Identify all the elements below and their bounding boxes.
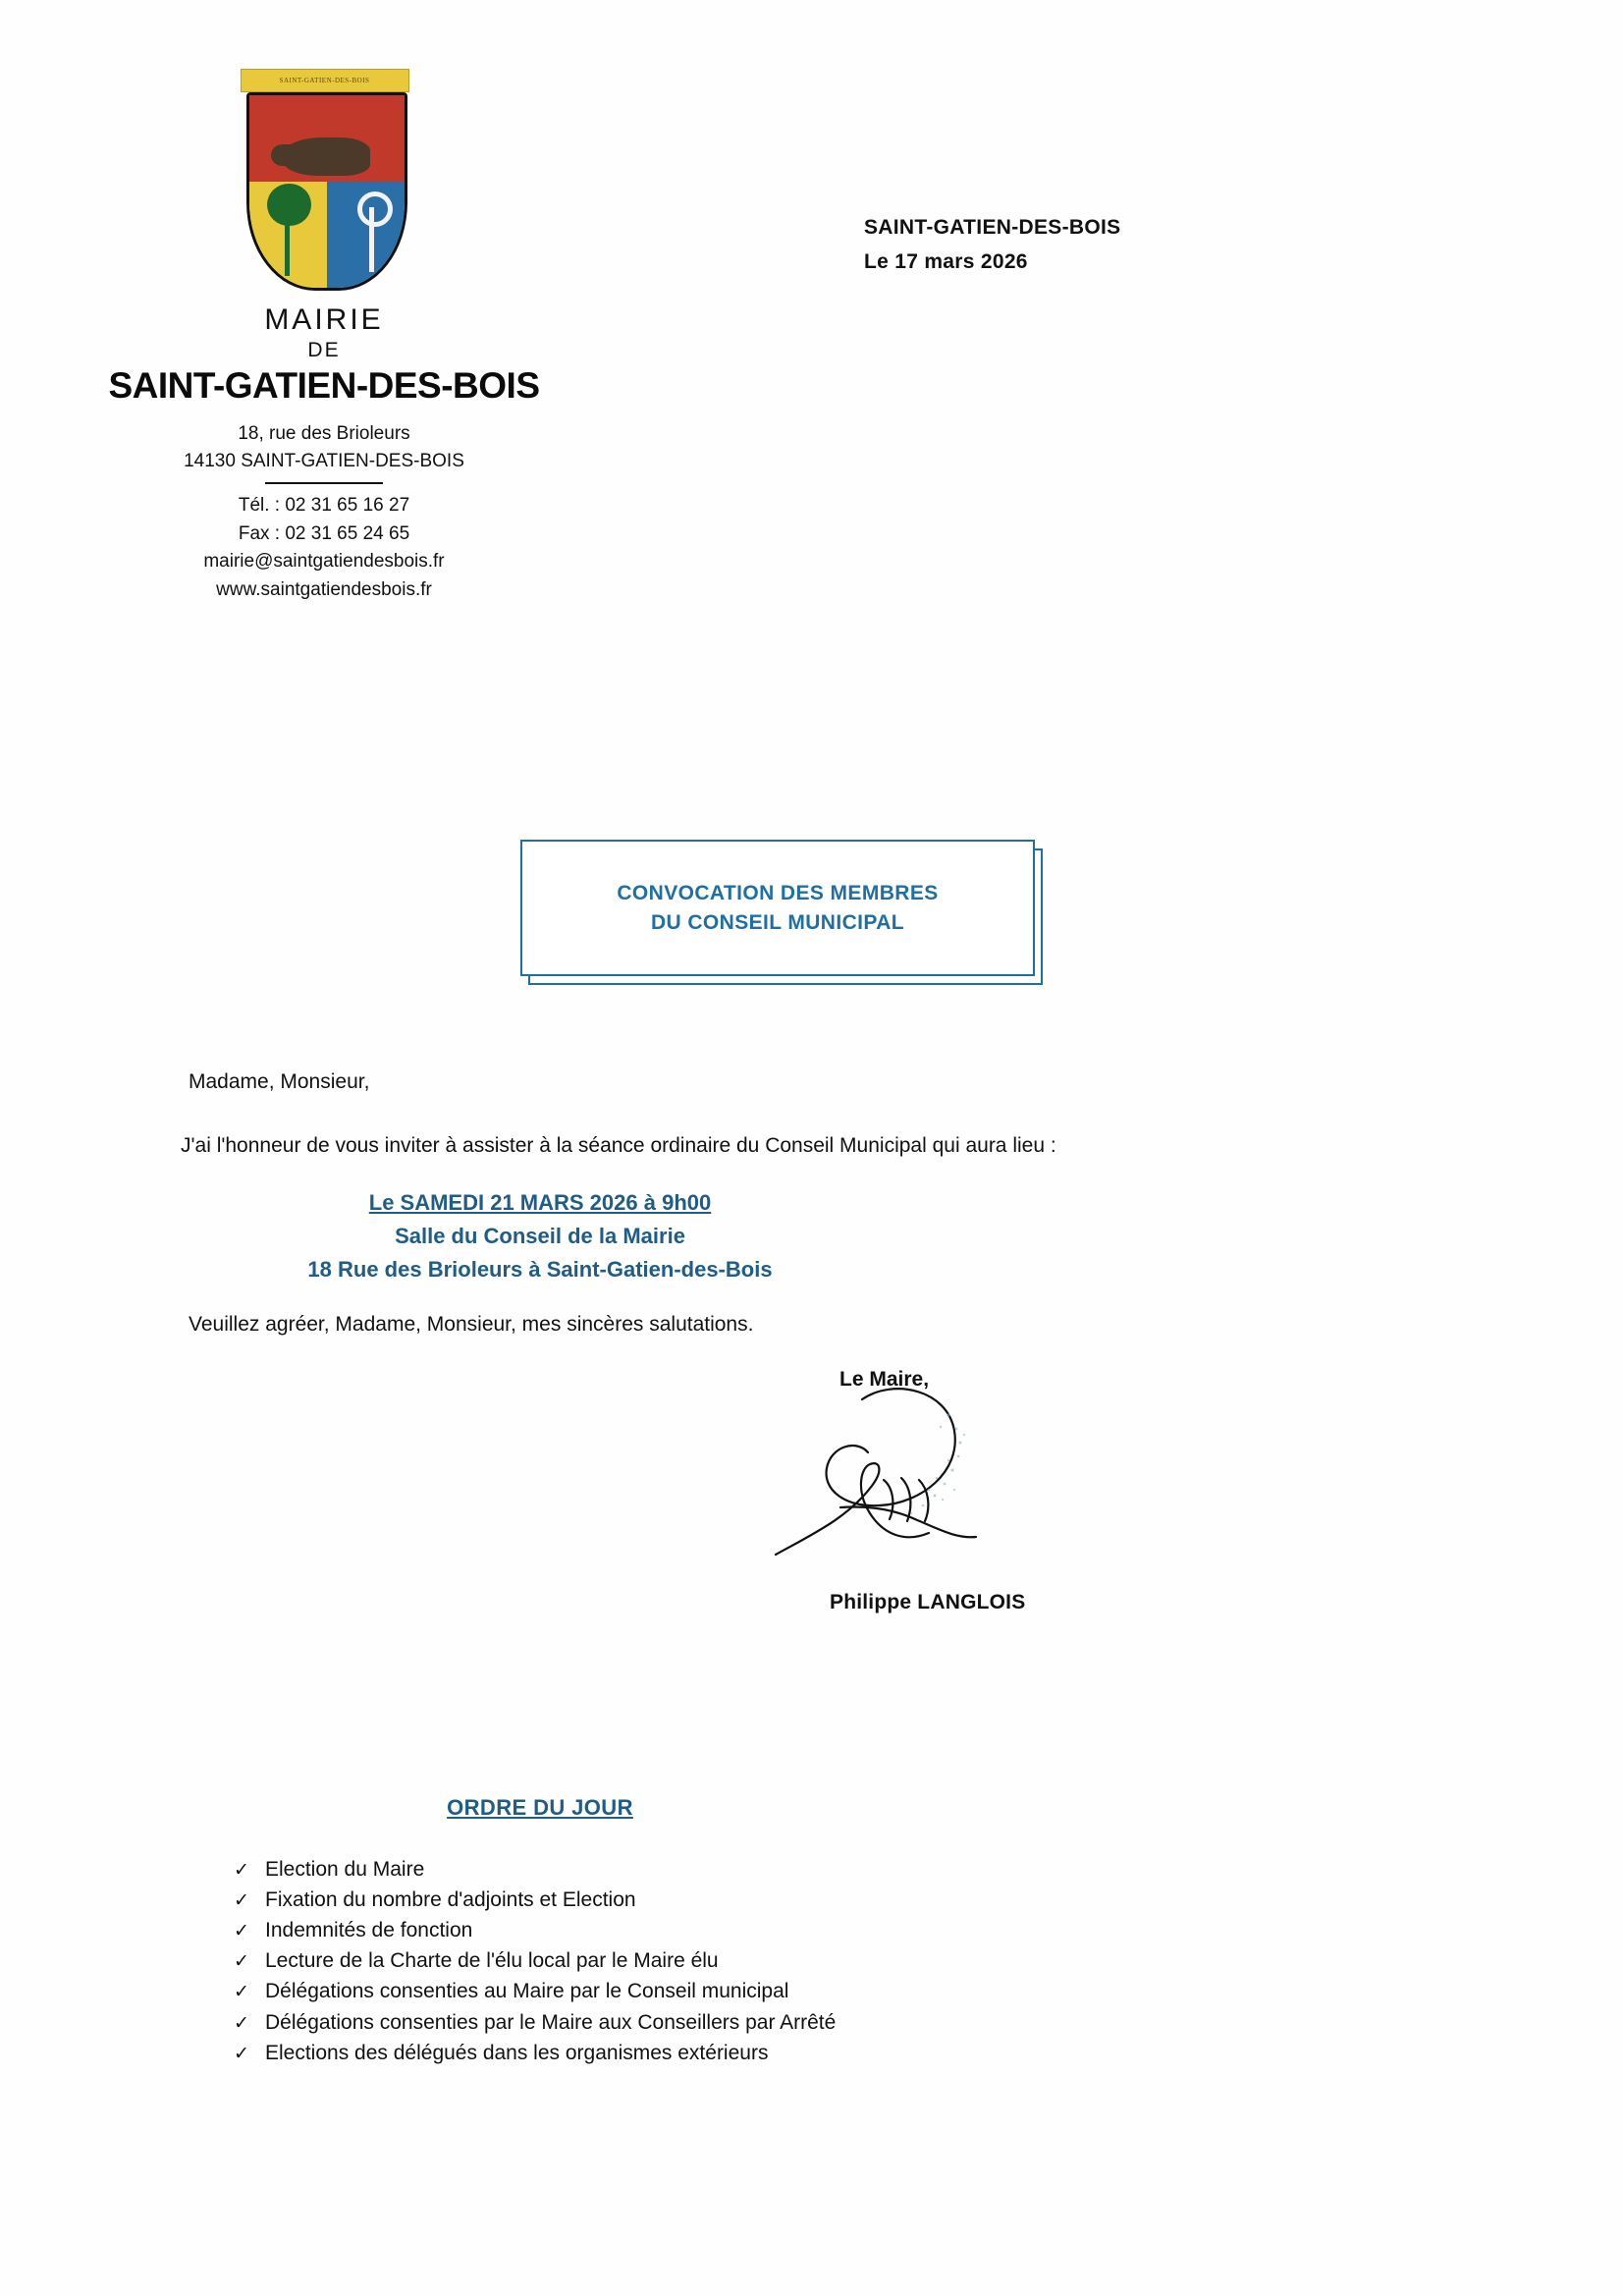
agenda-item-label: Indemnités de fonction	[265, 1919, 473, 1942]
agenda-item-label: Délégations consenties au Maire par le Conseil municipal	[265, 1980, 789, 2003]
shield-shape	[246, 92, 407, 291]
check-icon: ✓	[234, 1890, 249, 1912]
check-icon: ✓	[234, 1921, 249, 1942]
list-item	[234, 1885, 836, 1915]
coat-of-arms-icon	[239, 69, 410, 290]
meeting-datetime: Le SAMEDI 21 MARS 2026 à 9h00	[368, 1190, 712, 1215]
meeting-address: 18 Rue des Brioleurs à Saint-Gatien-des-Bois	[307, 1257, 773, 1283]
crosier-icon	[369, 207, 374, 273]
check-icon: ✓	[234, 1860, 249, 1881]
agenda-item-label: Election du Maire	[265, 1858, 425, 1881]
letterhead-divider	[265, 482, 383, 484]
tree-trunk-icon	[285, 211, 290, 277]
date-value: Le 17 mars 2026	[864, 249, 1028, 273]
convocation-box-inner	[520, 840, 1035, 976]
agenda-item-label: Elections des délégués dans les organismes extérieurs	[265, 2041, 769, 2064]
address-street: 18, rue des Brioleurs	[238, 423, 410, 444]
list-item	[234, 1945, 836, 1976]
phone-number: Tél. : 02 31 65 16 27	[238, 495, 410, 517]
convocation-line-2: DU CONSEIL MUNICIPAL	[650, 910, 905, 934]
agenda-list	[234, 1854, 836, 2068]
letterhead-mairie: MAIRIE	[264, 303, 384, 336]
check-icon: ✓	[234, 2012, 249, 2034]
signer-name: Philippe LANGLOIS	[830, 1591, 1026, 1613]
letterhead-commune: SAINT-GATIEN-DES-BOIS	[108, 365, 540, 406]
website-url: www.saintgatiendesbois.fr	[216, 578, 432, 600]
agenda-title: ORDRE DU JOUR	[447, 1795, 633, 1820]
list-item	[234, 1915, 836, 1945]
date-place: SAINT-GATIEN-DES-BOIS	[864, 216, 1121, 239]
letterhead-address	[69, 420, 579, 474]
convocation-box	[520, 840, 1031, 972]
signoff-text: Le Maire,	[839, 1368, 930, 1391]
agenda-item-label: Délégations consenties par le Maire aux Conseillers par Arrêté	[265, 2010, 837, 2034]
letterhead-contact	[69, 492, 579, 604]
salutation-text: Madame, Monsieur,	[189, 1070, 370, 1093]
check-icon: ✓	[234, 1982, 249, 2003]
list-item	[234, 2007, 836, 2038]
check-icon: ✓	[234, 2043, 249, 2064]
email-address: mairie@saintgatiendesbois.fr	[203, 551, 445, 573]
meeting-details	[0, 1186, 1080, 1286]
fax-number: Fax : 02 31 65 24 65	[238, 522, 410, 544]
address-city: 14130 SAINT-GATIEN-DES-BOIS	[184, 450, 464, 471]
letterhead	[69, 69, 579, 604]
signature-image	[746, 1370, 1060, 1596]
meeting-room: Salle du Conseil de la Mairie	[395, 1224, 685, 1249]
agenda-item-label: Fixation du nombre d'adjoints et Election	[265, 1888, 636, 1912]
boar-icon	[283, 137, 369, 176]
intro-paragraph: J'ai l'honneur de vous inviter à assister à la séance ordinaire du Conseil Municipal qui aura lieu :	[181, 1134, 1056, 1157]
agenda-item-label: Lecture de la Charte de l'élu local par le Maire élu	[265, 1949, 719, 1973]
crest-banner-text: SAINT-GATIEN-DES-BOIS	[241, 69, 409, 92]
list-item	[234, 1976, 836, 2006]
check-icon: ✓	[234, 1951, 249, 1973]
list-item	[234, 2038, 836, 2068]
convocation-line-1: CONVOCATION DES MEMBRES	[617, 882, 939, 905]
list-item	[234, 1854, 836, 1885]
letterhead-de: DE	[307, 339, 341, 361]
date-block	[864, 211, 1120, 279]
closing-paragraph: Veuillez agréer, Madame, Monsieur, mes sincères salutations.	[189, 1313, 754, 1336]
